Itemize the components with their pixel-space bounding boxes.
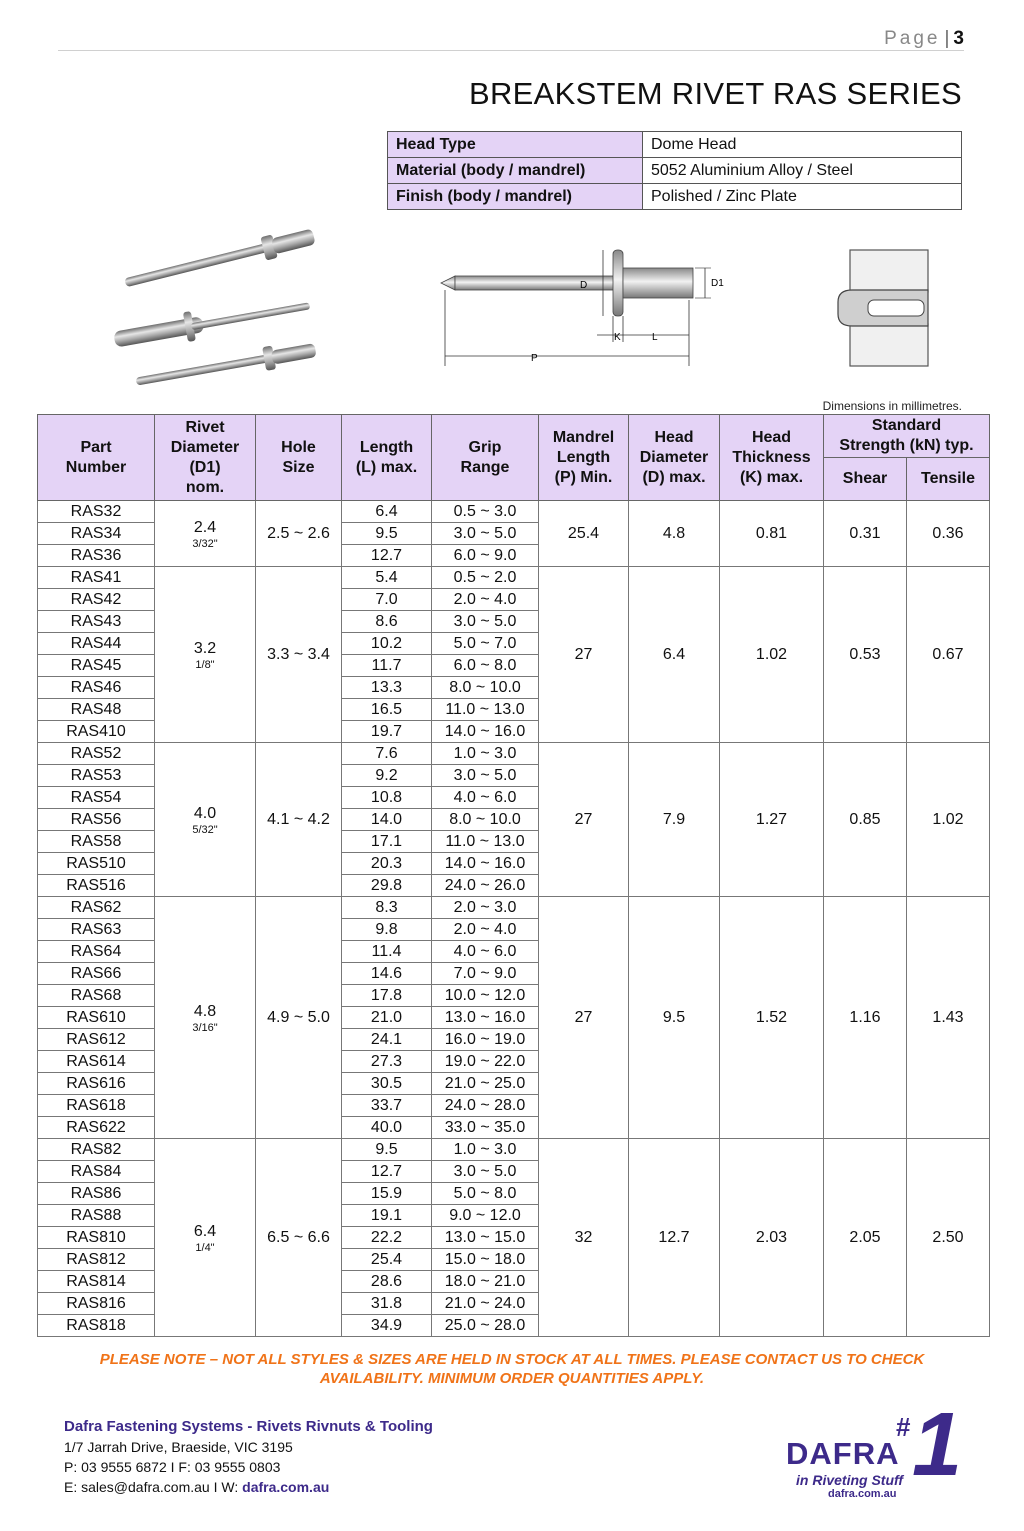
grip-range: 8.0 ~ 10.0 [432, 677, 539, 699]
length-max: 30.5 [342, 1073, 432, 1095]
length-max: 34.9 [342, 1315, 432, 1337]
length-max: 8.6 [342, 611, 432, 633]
grip-range: 1.0 ~ 3.0 [432, 1139, 539, 1161]
table-row [38, 743, 990, 765]
diameter-value: 4.8 [193, 1002, 217, 1020]
grip-range: 0.5 ~ 2.0 [432, 567, 539, 589]
rivet-diameter [155, 743, 256, 897]
rivet-spec-table [37, 414, 990, 1337]
grip-range: 3.0 ~ 5.0 [432, 523, 539, 545]
spec-row [388, 158, 962, 184]
table-row [38, 1139, 990, 1161]
part-number: RAS410 [38, 721, 155, 743]
grip-range: 14.0 ~ 16.0 [432, 721, 539, 743]
length-max: 11.7 [342, 655, 432, 677]
part-number: RAS516 [38, 875, 155, 897]
part-number: RAS44 [38, 633, 155, 655]
mandrel-length: 27 [539, 897, 629, 1139]
spec-value: Polished / Zinc Plate [643, 184, 962, 210]
head-diameter: 4.8 [629, 501, 720, 567]
head-thickness: 1.52 [720, 897, 824, 1139]
diameter-fraction: 3/32" [192, 537, 218, 550]
svg-text:P: P [531, 353, 538, 364]
grip-range: 33.0 ~ 35.0 [432, 1117, 539, 1139]
svg-text:D1: D1 [711, 278, 724, 289]
length-max: 7.6 [342, 743, 432, 765]
svg-text:D: D [580, 280, 588, 291]
tensile-strength: 0.36 [907, 501, 990, 567]
grip-range: 14.0 ~ 16.0 [432, 853, 539, 875]
part-number: RAS42 [38, 589, 155, 611]
part-number: RAS62 [38, 897, 155, 919]
part-number: RAS54 [38, 787, 155, 809]
head-diameter: 6.4 [629, 567, 720, 743]
grip-range: 5.0 ~ 7.0 [432, 633, 539, 655]
length-max: 10.8 [342, 787, 432, 809]
part-number: RAS610 [38, 1007, 155, 1029]
grip-range: 3.0 ~ 5.0 [432, 1161, 539, 1183]
length-max: 27.3 [342, 1051, 432, 1073]
rivet-diameter [155, 501, 256, 567]
diameter-value: 4.0 [193, 804, 217, 822]
spec-label: Finish (body / mandrel) [388, 184, 643, 210]
head-diameter: 9.5 [629, 897, 720, 1139]
length-max: 9.2 [342, 765, 432, 787]
part-number: RAS32 [38, 501, 155, 523]
svg-text:K: K [614, 332, 621, 343]
mandrel-length: 27 [539, 567, 629, 743]
grip-range: 1.0 ~ 3.0 [432, 743, 539, 765]
company-name: Dafra Fastening Systems - Rivets Rivnuts & Tooling [64, 1418, 433, 1435]
grip-range: 7.0 ~ 9.0 [432, 963, 539, 985]
grip-range: 2.0 ~ 4.0 [432, 919, 539, 941]
length-max: 20.3 [342, 853, 432, 875]
grip-range: 9.0 ~ 12.0 [432, 1205, 539, 1227]
part-number: RAS816 [38, 1293, 155, 1315]
tensile-strength: 1.02 [907, 743, 990, 897]
col-rivet-diameter: Rivet Diameter (D1) nom. [155, 415, 256, 501]
spec-value: 5052 Aluminium Alloy / Steel [643, 158, 962, 184]
length-max: 21.0 [342, 1007, 432, 1029]
part-number: RAS86 [38, 1183, 155, 1205]
header-rule [58, 50, 964, 51]
grip-range: 21.0 ~ 25.0 [432, 1073, 539, 1095]
hole-size: 2.5 ~ 2.6 [256, 501, 342, 567]
length-max: 9.5 [342, 523, 432, 545]
rivet-photos [105, 222, 335, 392]
length-max: 6.4 [342, 501, 432, 523]
company-phone: P: 03 9555 6872 I F: 03 9555 0803 [64, 1459, 281, 1475]
grip-range: 0.5 ~ 3.0 [432, 501, 539, 523]
table-body [38, 501, 990, 1337]
mandrel-length: 32 [539, 1139, 629, 1337]
grip-range: 11.0 ~ 13.0 [432, 699, 539, 721]
page-number: Page | 3 [884, 28, 964, 49]
length-max: 7.0 [342, 589, 432, 611]
diameter-value: 6.4 [193, 1222, 217, 1240]
length-max: 11.4 [342, 941, 432, 963]
grip-range: 2.0 ~ 4.0 [432, 589, 539, 611]
part-number: RAS618 [38, 1095, 155, 1117]
rivet-dimension-drawing [437, 238, 767, 373]
part-number: RAS45 [38, 655, 155, 677]
diameter-value: 3.2 [193, 639, 217, 657]
installed-cross-section [828, 244, 948, 384]
website-link[interactable]: dafra.com.au [242, 1479, 330, 1495]
col-length: Length (L) max. [342, 415, 432, 501]
rivet-diameter [155, 1139, 256, 1337]
rivet-diameter [155, 897, 256, 1139]
shear-strength: 2.05 [824, 1139, 907, 1337]
head-thickness: 2.03 [720, 1139, 824, 1337]
head-thickness: 1.27 [720, 743, 824, 897]
head-diameter: 7.9 [629, 743, 720, 897]
dafra-logo: # 1 DAFRA in Riveting Stuff dafra.com.au [786, 1395, 963, 1500]
length-max: 17.8 [342, 985, 432, 1007]
part-number: RAS616 [38, 1073, 155, 1095]
grip-range: 15.0 ~ 18.0 [432, 1249, 539, 1271]
part-number: RAS68 [38, 985, 155, 1007]
length-max: 19.7 [342, 721, 432, 743]
part-number: RAS36 [38, 545, 155, 567]
part-number: RAS64 [38, 941, 155, 963]
col-grip-range: Grip Range [432, 415, 539, 501]
length-max: 16.5 [342, 699, 432, 721]
grip-range: 5.0 ~ 8.0 [432, 1183, 539, 1205]
part-number: RAS818 [38, 1315, 155, 1337]
grip-range: 13.0 ~ 16.0 [432, 1007, 539, 1029]
part-number: RAS34 [38, 523, 155, 545]
svg-text:L: L [652, 332, 658, 343]
mandrel-length: 25.4 [539, 501, 629, 567]
length-max: 14.0 [342, 809, 432, 831]
part-number: RAS41 [38, 567, 155, 589]
spec-label: Head Type [388, 132, 643, 158]
tensile-strength: 0.67 [907, 567, 990, 743]
length-max: 9.5 [342, 1139, 432, 1161]
col-tensile: Tensile [907, 458, 990, 501]
grip-range: 18.0 ~ 21.0 [432, 1271, 539, 1293]
part-number: RAS622 [38, 1117, 155, 1139]
grip-range: 6.0 ~ 9.0 [432, 545, 539, 567]
spec-table [387, 131, 962, 210]
part-number: RAS612 [38, 1029, 155, 1051]
shear-strength: 0.53 [824, 567, 907, 743]
grip-range: 4.0 ~ 6.0 [432, 941, 539, 963]
grip-range: 19.0 ~ 22.0 [432, 1051, 539, 1073]
page-title: BREAKSTEM RIVET RAS SERIES [468, 76, 962, 111]
grip-range: 25.0 ~ 28.0 [432, 1315, 539, 1337]
length-max: 14.6 [342, 963, 432, 985]
tensile-strength: 2.50 [907, 1139, 990, 1337]
length-max: 19.1 [342, 1205, 432, 1227]
diameter-fraction: 1/4" [195, 1241, 215, 1254]
shear-strength: 0.31 [824, 501, 907, 567]
shear-strength: 1.16 [824, 897, 907, 1139]
part-number: RAS812 [38, 1249, 155, 1271]
length-max: 24.1 [342, 1029, 432, 1051]
part-number: RAS43 [38, 611, 155, 633]
grip-range: 6.0 ~ 8.0 [432, 655, 539, 677]
length-max: 31.8 [342, 1293, 432, 1315]
table-row [38, 897, 990, 919]
grip-range: 24.0 ~ 28.0 [432, 1095, 539, 1117]
diameter-fraction: 5/32" [192, 823, 218, 836]
header-row [38, 415, 990, 458]
length-max: 15.9 [342, 1183, 432, 1205]
table-row [38, 567, 990, 589]
hole-size: 4.1 ~ 4.2 [256, 743, 342, 897]
spec-value: Dome Head [643, 132, 962, 158]
part-number: RAS58 [38, 831, 155, 853]
grip-range: 3.0 ~ 5.0 [432, 765, 539, 787]
grip-range: 3.0 ~ 5.0 [432, 611, 539, 633]
part-number: RAS46 [38, 677, 155, 699]
head-diameter: 12.7 [629, 1139, 720, 1337]
head-thickness: 1.02 [720, 567, 824, 743]
length-max: 40.0 [342, 1117, 432, 1139]
length-max: 9.8 [342, 919, 432, 941]
part-number: RAS53 [38, 765, 155, 787]
spec-row [388, 184, 962, 210]
col-mandrel-length: Mandrel Length (P) Min. [539, 415, 629, 501]
diameter-fraction: 1/8" [195, 658, 215, 671]
mandrel-length: 27 [539, 743, 629, 897]
tensile-strength: 1.43 [907, 897, 990, 1139]
stock-notice: PLEASE NOTE – NOT ALL STYLES & SIZES ARE HELD IN STOCK AT ALL TIMES. PLEASE CONTACT US TO CHECK AVAILABILITY. MINIMUM ORDER QUANTITIES APPLY. [99, 1351, 925, 1387]
length-max: 12.7 [342, 545, 432, 567]
table-row [38, 501, 990, 523]
part-number: RAS810 [38, 1227, 155, 1249]
col-head-diameter: Head Diameter (D) max. [629, 415, 720, 501]
length-max: 25.4 [342, 1249, 432, 1271]
part-number: RAS510 [38, 853, 155, 875]
col-part-number: Part Number [38, 415, 155, 501]
part-number: RAS88 [38, 1205, 155, 1227]
grip-range: 11.0 ~ 13.0 [432, 831, 539, 853]
dimensions-note: Dimensions in millimetres. [822, 399, 962, 413]
part-number: RAS48 [38, 699, 155, 721]
length-max: 8.3 [342, 897, 432, 919]
length-max: 17.1 [342, 831, 432, 853]
grip-range: 4.0 ~ 6.0 [432, 787, 539, 809]
diameter-value: 2.4 [193, 518, 217, 536]
col-standard-strength: Standard Strength (kN) typ. [824, 415, 990, 458]
hole-size: 3.3 ~ 3.4 [256, 567, 342, 743]
length-max: 10.2 [342, 633, 432, 655]
grip-range: 21.0 ~ 24.0 [432, 1293, 539, 1315]
grip-range: 13.0 ~ 15.0 [432, 1227, 539, 1249]
grip-range: 16.0 ~ 19.0 [432, 1029, 539, 1051]
length-max: 28.6 [342, 1271, 432, 1293]
length-max: 5.4 [342, 567, 432, 589]
spec-label: Material (body / mandrel) [388, 158, 643, 184]
length-max: 33.7 [342, 1095, 432, 1117]
col-hole-size: Hole Size [256, 415, 342, 501]
rivet-diameter [155, 567, 256, 743]
company-email-web: E: sales@dafra.com.au I W: dafra.com.au [64, 1479, 330, 1495]
grip-range: 10.0 ~ 12.0 [432, 985, 539, 1007]
footer-contact [64, 1417, 433, 1497]
grip-range: 2.0 ~ 3.0 [432, 897, 539, 919]
part-number: RAS63 [38, 919, 155, 941]
part-number: RAS614 [38, 1051, 155, 1073]
col-shear: Shear [824, 458, 907, 501]
hole-size: 4.9 ~ 5.0 [256, 897, 342, 1139]
diameter-fraction: 3/16" [192, 1021, 218, 1034]
grip-range: 8.0 ~ 10.0 [432, 809, 539, 831]
part-number: RAS814 [38, 1271, 155, 1293]
part-number: RAS56 [38, 809, 155, 831]
part-number: RAS66 [38, 963, 155, 985]
company-address: 1/7 Jarrah Drive, Braeside, VIC 3195 [64, 1439, 293, 1455]
head-thickness: 0.81 [720, 501, 824, 567]
length-max: 13.3 [342, 677, 432, 699]
col-head-thickness: Head Thickness (K) max. [720, 415, 824, 501]
part-number: RAS84 [38, 1161, 155, 1183]
length-max: 22.2 [342, 1227, 432, 1249]
length-max: 29.8 [342, 875, 432, 897]
shear-strength: 0.85 [824, 743, 907, 897]
grip-range: 24.0 ~ 26.0 [432, 875, 539, 897]
spec-row [388, 132, 962, 158]
part-number: RAS52 [38, 743, 155, 765]
hole-size: 6.5 ~ 6.6 [256, 1139, 342, 1337]
part-number: RAS82 [38, 1139, 155, 1161]
length-max: 12.7 [342, 1161, 432, 1183]
